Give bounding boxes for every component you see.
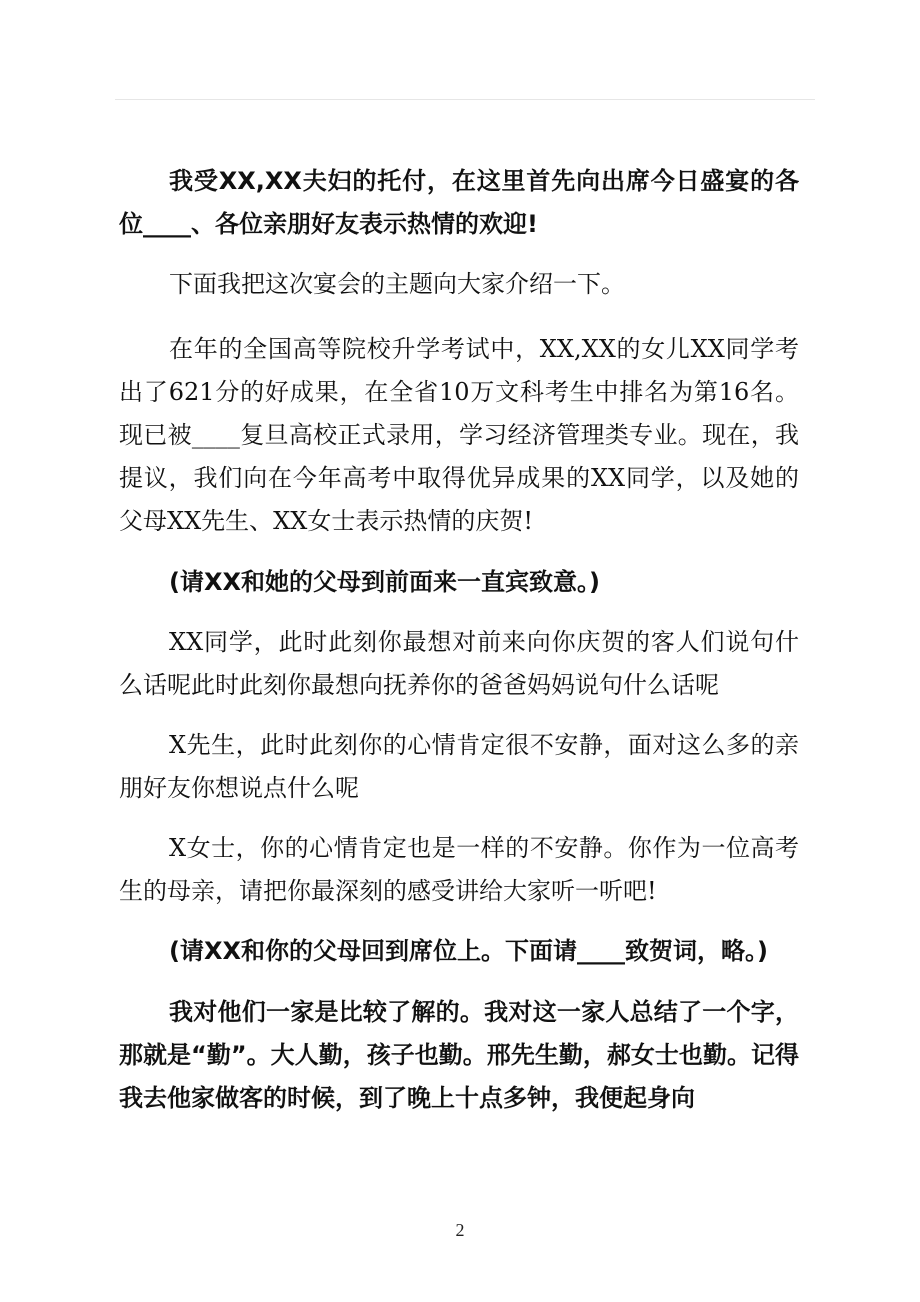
- paragraph-diligence: 我对他们一家是比较了解的。我对这一家人总结了一个字，那就是“勤”。大人勤，孩子也勤。邢先生勤，郝女士也勤。记得我去他家做客的时候，到了晚上十点多钟，我便起身向: [119, 998, 799, 1112]
- paragraph-theme-intro: 下面我把这次宴会的主题向大家介绍一下。: [169, 270, 625, 298]
- paragraph-stage-direction-1: (请XX和她的父母到前面来一直宾致意。): [169, 568, 600, 596]
- paragraph-question-father: X先生，此时此刻你的心情肯定很不安静，面对这么多的亲朋好友你想说点什么呢: [119, 731, 799, 802]
- page-number: 2: [455, 1220, 465, 1240]
- paragraph-welcome: 我受XX,XX夫妇的托付，在这里首先向出席今日盛宴的各位____、各位亲朋好友表示热情的欢迎!: [119, 167, 799, 238]
- paragraph-question-student: XX同学，此时此刻你最想对前来向你庆贺的客人们说句什么话呢此时此刻你最想向抚养你的爸爸妈妈说句什么话呢: [119, 628, 799, 699]
- paragraph-question-mother: X女士，你的心情肯定也是一样的不安静。你作为一位高考生的母亲，请把你最深刻的感受讲给大家听一听吧!: [119, 834, 799, 905]
- paragraph-stage-direction-2: (请XX和你的父母回到席位上。下面请____致贺词，略。): [169, 937, 768, 965]
- paragraph-exam-result: 在年的全国高等院校升学考试中，XX,XX的女儿XX同学考出了621分的好成果，在全省10万文科考生中排名为第16名。现已被____复旦高校正式录用，学习经济管理类专业。现在，我提议，我们向在今年高考中取得优异成果的XX同学，以及她的父母XX先生、XX女士表示热情的庆贺!: [119, 335, 799, 535]
- header-divider: [115, 99, 815, 100]
- document-body: [119, 160, 799, 1120]
